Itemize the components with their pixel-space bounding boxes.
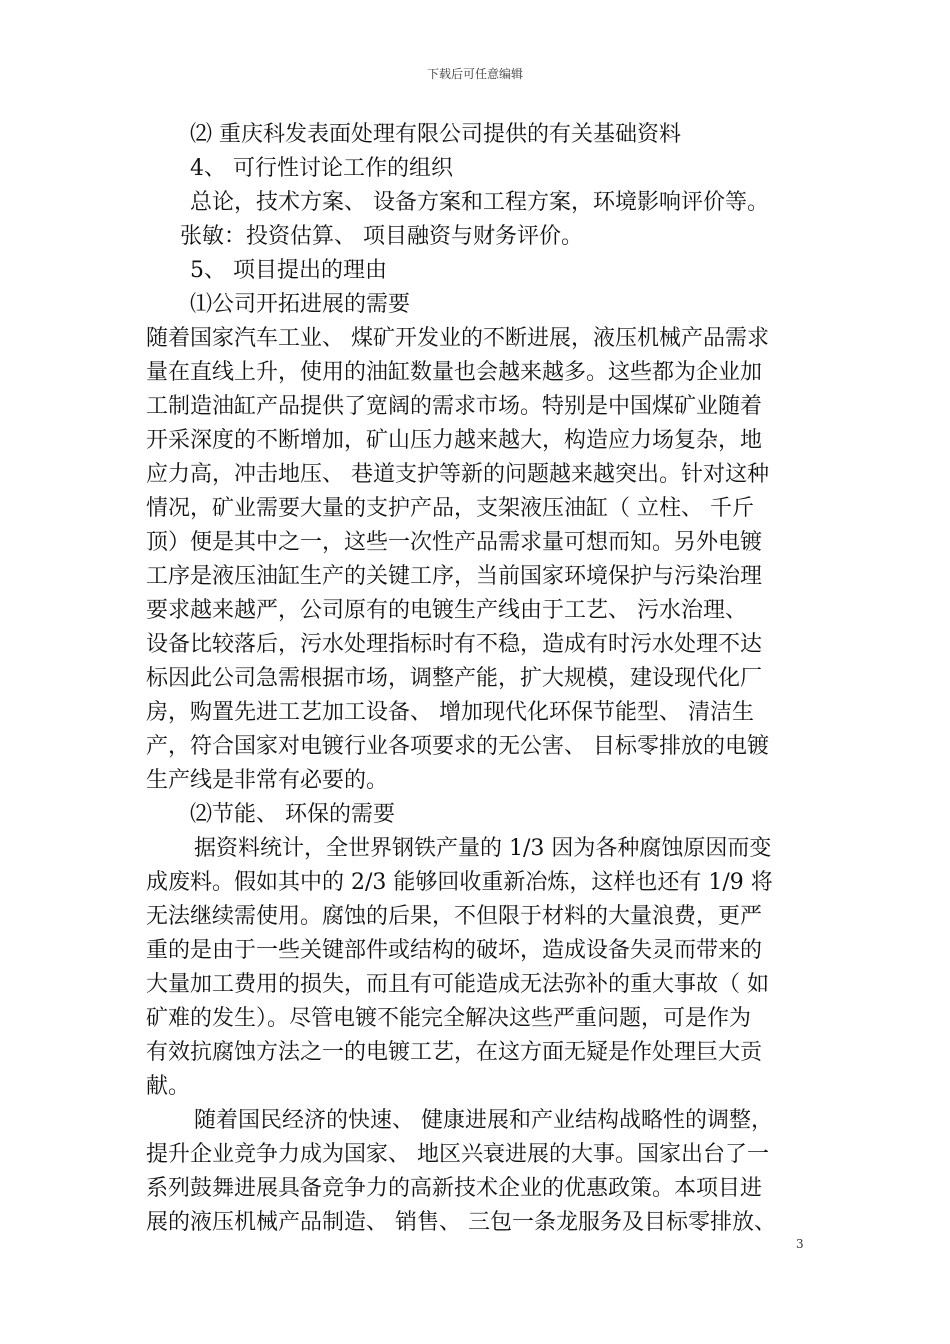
- text-line: 5、 项目提出的理由: [190, 258, 387, 283]
- text-line: 无法继续需使用。腐蚀的后果，不但限于材料的大量浪费，更严: [146, 904, 763, 929]
- text-line: 重的是由于一些关键部件或结构的破坏，造成设备失灵而带来的: [146, 938, 763, 963]
- text-line: 张敏：投资估算、 项目融资与财务评价。: [180, 224, 583, 249]
- text-line: 提升企业竞争力成为国家、 地区兴衰进展的大事。国家出台了一: [146, 1142, 769, 1167]
- text-line: 生产线是非常有必要的。: [146, 768, 389, 793]
- text-line: 随着国民经济的快速、 健康进展和产业结构战略性的调整，: [194, 1108, 773, 1133]
- text-line: 4、 可行性讨论工作的组织: [190, 156, 453, 181]
- text-line: 成废料。假如其中的 2/3 能够回收重新冶炼，这样也还有 1/9 将: [146, 870, 773, 895]
- text-line: 设备比较落后，污水处理指标时有不稳，造成有时污水处理不达: [146, 632, 763, 657]
- text-line: 工序是液压油缸生产的关键工序，当前国家环境保护与污染治理: [146, 564, 763, 589]
- text-line: ⑵节能、 环保的需要: [190, 802, 395, 827]
- text-line: ⑵ 重庆科发表面处理有限公司提供的有关基础资料: [190, 122, 681, 147]
- text-line: 随着国家汽车工业、 煤矿开发业的不断进展，液压机械产品需求: [146, 326, 769, 351]
- text-line: 房，购置先进工艺加工设备、 增加现代化环保节能型、 清洁生: [146, 700, 754, 725]
- text-line: 情况，矿业需要大量的支护产品，支架液压油缸（ 立柱、 千斤: [146, 496, 754, 521]
- text-line: 大量加工费用的损失，而且有可能造成无法弥补的重大事故（ 如: [146, 972, 769, 997]
- text-line: 开采深度的不断增加，矿山压力越来越大，构造应力场复杂，地: [146, 428, 763, 453]
- text-line: 顶）便是其中之一，这些一次性产品需求量可想而知。另外电镀: [146, 530, 763, 555]
- text-line: 展的液压机械产品制造、 销售、 三包一条龙服务及目标零排放、: [146, 1210, 776, 1235]
- document-body: [146, 118, 816, 1240]
- text-line: 标因此公司急需根据市场，调整产能，扩大规模，建设现代化厂: [146, 666, 763, 691]
- text-line: 有效抗腐蚀方法之一的电镀工艺，在这方面无疑是作处理巨大贡: [146, 1040, 763, 1065]
- text-line: 献。: [146, 1074, 191, 1099]
- text-line: 量在直线上升，使用的油缸数量也会越来越多。这些都为企业加: [146, 360, 763, 385]
- text-line: 要求越来越严，公司原有的电镀生产线由于工艺、 污水治理、: [146, 598, 747, 623]
- text-line: ⑴公司开拓进展的需要: [190, 292, 411, 317]
- text-line: 系列鼓舞进展具备竞争力的高新技术企业的优惠政策。本项目进: [146, 1176, 763, 1201]
- text-line: 产，符合国家对电镀行业各项要求的无公害、 目标零排放的电镀: [146, 734, 769, 759]
- page-number: 3: [796, 1237, 804, 1251]
- text-line: 矿难的发生）。尽管电镀不能完全解决这些严重问题，可是作为: [146, 1006, 752, 1031]
- page-header: 下载后可任意编辑: [426, 67, 523, 81]
- text-line: 总论，技术方案、 设备方案和工程方案，环境影响评价等。: [190, 190, 769, 215]
- text-line: 应力高，冲击地压、 巷道支护等新的问题越来越突出。针对这种: [146, 462, 769, 487]
- text-line: 工制造油缸产品提供了宽阔的需求市场。特别是中国煤矿业随着: [146, 394, 763, 419]
- text-line: 据资料统计，全世界钢铁产量的 1/3 因为各种腐蚀原因而变: [194, 836, 772, 861]
